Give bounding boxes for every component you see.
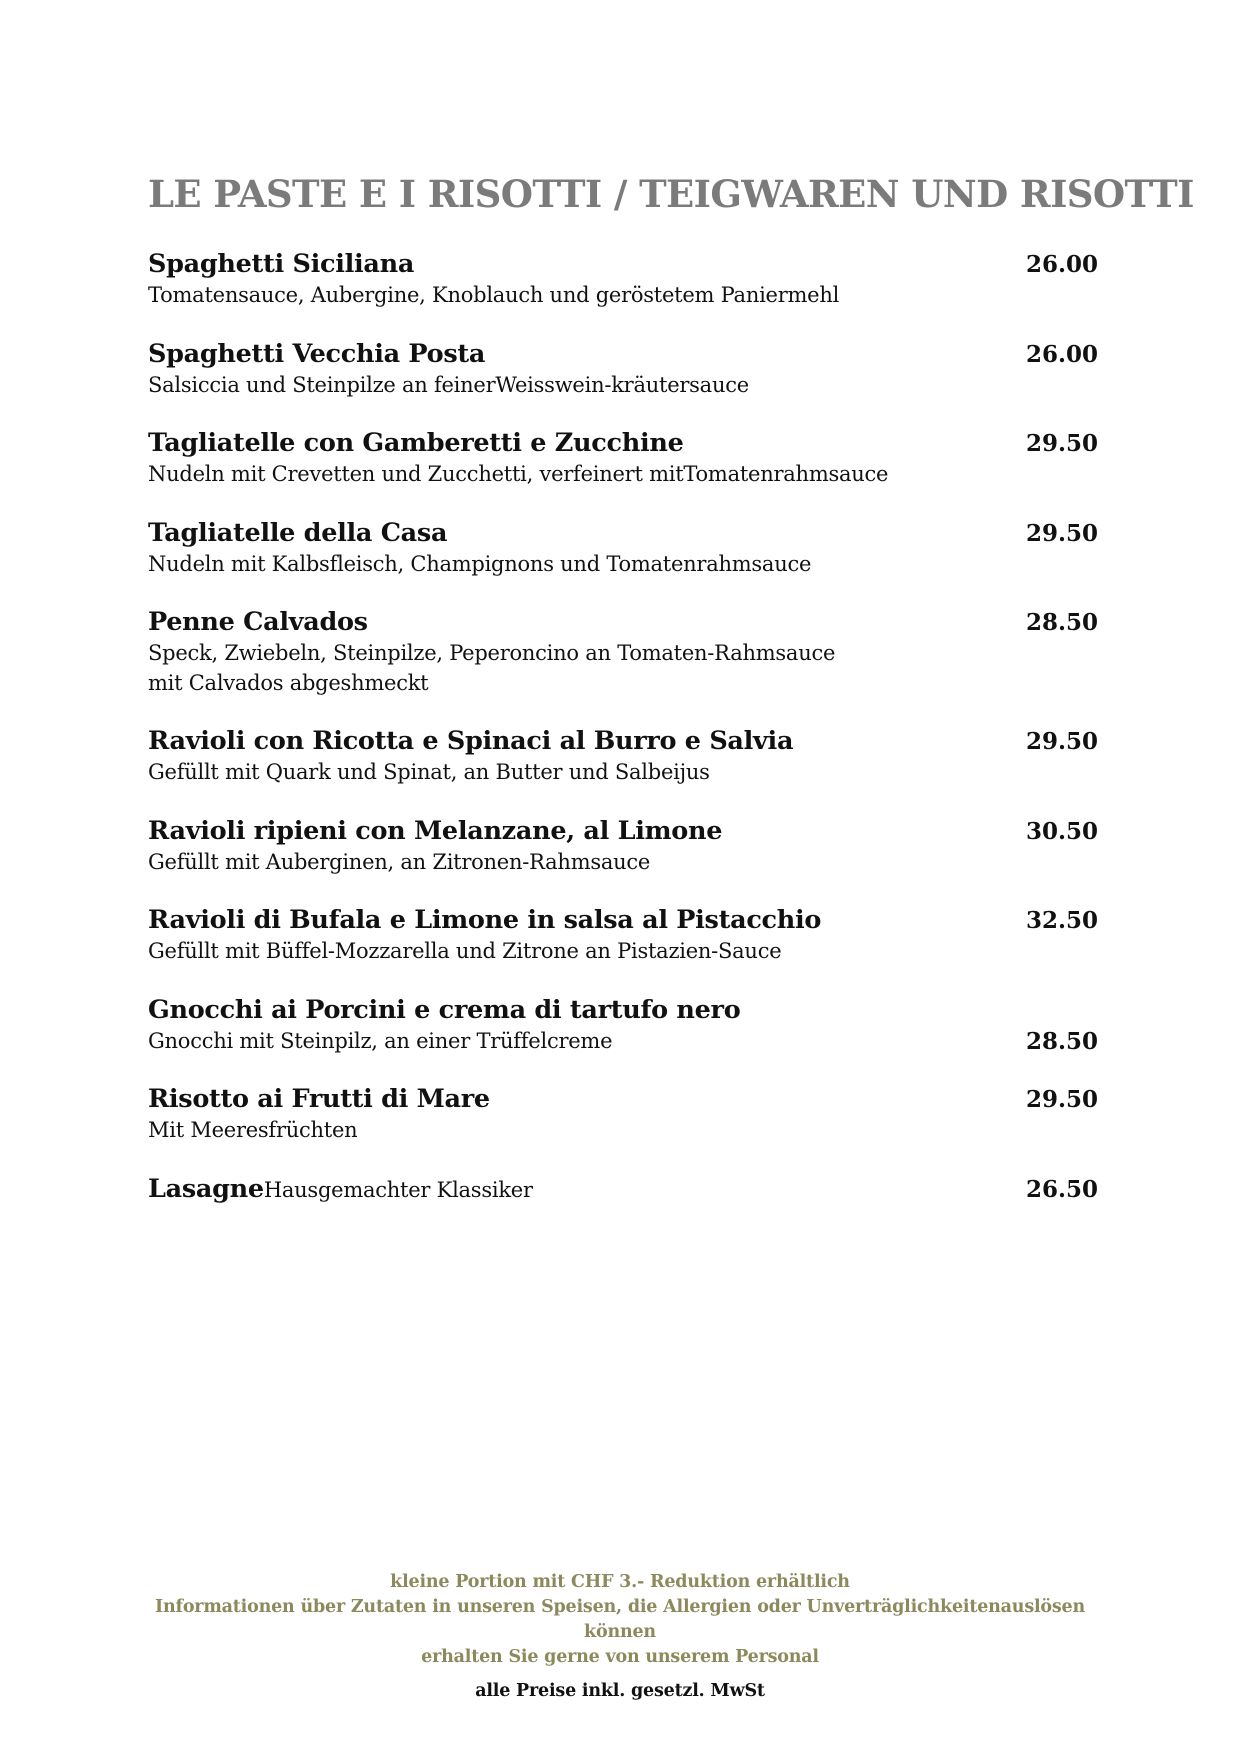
item-name: Tagliatelle della Casa — [148, 517, 448, 548]
item-price: 29.50 — [1025, 519, 1098, 547]
menu-item — [148, 248, 1098, 311]
menu-item — [148, 517, 1098, 580]
item-header — [148, 1083, 1098, 1116]
item-name: Spaghetti Siciliana — [148, 249, 415, 279]
item-header — [148, 1173, 1098, 1206]
item-price: 26.00 — [1025, 251, 1098, 278]
footer — [120, 1570, 1120, 1704]
menu-item — [148, 1083, 1098, 1146]
item-name: Lasagne — [148, 1173, 264, 1204]
item-description: Mit Meeresfrüchten — [148, 1118, 358, 1142]
item-description: Gefüllt mit Auberginen, an Zitronen-Rahmsauce — [148, 849, 651, 874]
menu-item — [148, 606, 1098, 698]
menu-item — [148, 725, 1098, 788]
item-header — [148, 815, 1098, 848]
menu-item — [148, 1173, 1098, 1206]
item-price: 26.00 — [1025, 340, 1098, 368]
menu-item — [148, 815, 1098, 878]
item-header — [148, 248, 1098, 281]
item-header — [148, 427, 1098, 460]
item-header — [148, 904, 1098, 937]
item-header — [148, 517, 1098, 550]
item-name: Ravioli con Ricotta e Spinaci al Burro e Salvia — [148, 726, 794, 756]
footer-staff-note: erhalten Sie gerne von unserem Personal — [421, 1647, 819, 1667]
item-name: Risotto ai Frutti di Mare — [148, 1084, 490, 1114]
item-price: 29.50 — [1025, 728, 1098, 755]
item-description: Tomatensauce, Aubergine, Knoblauch und geröstetem Paniermehl — [148, 283, 840, 307]
footer-vat-note: alle Preise inkl. gesetzl. MwSt — [475, 1681, 765, 1701]
menu-list — [148, 248, 1098, 1233]
item-description: Salsiccia und Steinpilze an feinerWeisswein-kräutersauce — [148, 372, 749, 397]
item-name: Gnocchi ai Porcini e crema di tartufo nero — [148, 994, 741, 1025]
item-price: 29.50 — [1025, 430, 1098, 457]
item-description: Gefüllt mit Büffel-Mozzarella und Zitrone an Pistazien-Sauce — [148, 939, 782, 963]
menu-item — [148, 904, 1098, 967]
item-price: 28.50 — [1025, 1027, 1098, 1055]
item-description: mit Calvados abgeshmeckt — [148, 670, 429, 695]
item-name: Tagliatelle con Gamberetti e Zucchine — [148, 428, 684, 458]
item-header — [148, 338, 1098, 371]
item-price: 28.50 — [1025, 609, 1098, 636]
item-description: Speck, Zwiebeln, Steinpilze, Peperoncino an Tomaten-Rahmsauce — [148, 641, 836, 665]
item-header — [148, 994, 1098, 1027]
item-price: 32.50 — [1025, 907, 1098, 934]
item-price: 29.50 — [1025, 1086, 1098, 1113]
menu-item — [148, 427, 1098, 490]
item-price: 30.50 — [1025, 817, 1098, 845]
footer-portion-note: kleine Portion mit CHF 3.- Reduktion erhältlich — [390, 1572, 850, 1592]
menu-item — [148, 338, 1098, 401]
menu-item — [148, 994, 1098, 1057]
page-title: LE PASTE E I RISOTTI / TEIGWAREN UND RISOTTI — [148, 172, 1194, 216]
item-name: Spaghetti Vecchia Posta — [148, 338, 486, 369]
item-name: Penne Calvados — [148, 607, 368, 637]
item-name: Ravioli di Bufala e Limone in salsa al Pistacchio — [148, 905, 822, 935]
item-description: Hausgemachter Klassiker — [263, 1177, 533, 1202]
item-description: Nudeln mit Crevetten und Zucchetti, verfeinert mitTomatenrahmsauce — [148, 462, 889, 486]
footer-allergen-note: Informationen über Zutaten in unseren Speisen, die Allergien oder Unverträglichkeitenauslösen können — [154, 1597, 1086, 1642]
item-description: Gnocchi mit Steinpilz, an einer Trüffelcreme — [148, 1028, 613, 1053]
item-name: Ravioli ripieni con Melanzane, al Limone — [148, 815, 723, 846]
item-description: Nudeln mit Kalbsfleisch, Champignons und Tomatenrahmsauce — [148, 551, 812, 576]
item-header — [148, 725, 1098, 758]
item-price: 26.50 — [1025, 1175, 1098, 1203]
item-description: Gefüllt mit Quark und Spinat, an Butter und Salbeijus — [148, 760, 710, 784]
item-description-row — [148, 1027, 1098, 1057]
item-header — [148, 606, 1098, 639]
